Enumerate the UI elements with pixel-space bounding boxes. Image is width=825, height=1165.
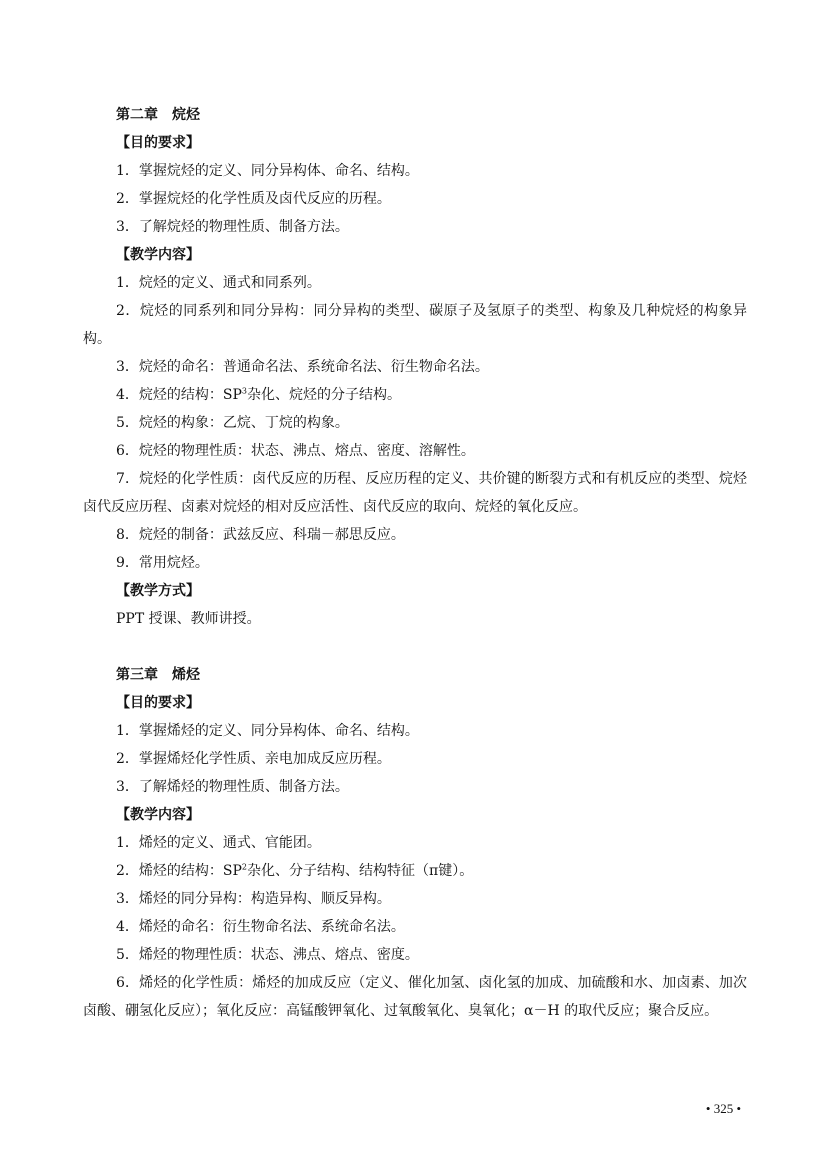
content-item: 5．烷烃的构象：乙烷、丁烷的构象。 — [116, 415, 349, 431]
content-item: 4．烷烃的结构：$SP^3$杂化、烷烃的分子结构。 — [116, 386, 402, 403]
section-heading-content: 【教学内容】 — [116, 807, 200, 823]
content-item: 5．烯烃的物理性质：状态、沸点、熔点、密度。 — [116, 947, 419, 963]
content-item: 9．常用烷烃。 — [116, 555, 209, 571]
section-heading-goals: 【目的要求】 — [116, 695, 200, 711]
chapter-gap — [83, 633, 747, 661]
content-item: 2．烯烃的结构：$SP^2$杂化、分子结构、结构特征（π键）。 — [116, 862, 474, 879]
content-item: 6．烷烃的物理性质：状态、沸点、熔点、密度、溶解性。 — [116, 443, 475, 459]
content-item: 1．烷烃的定义、通式和同系列。 — [116, 275, 321, 291]
content-item: 6．烯烃的化学性质：烯烃的加成反应（定义、催化加氢、卤化氢的加成、加硫酸和水、加卤素、加次卤酸、硼氢化反应）；氧化反应：高锰酸钾氧化、过氧酸氧化、臭氧化；α－H 的取代反应；聚合反应。 — [83, 975, 747, 1019]
chapter-number: 第三章 — [116, 667, 158, 683]
content-item: 3．烷烃的命名：普通命名法、系统命名法、衍生物命名法。 — [116, 359, 489, 375]
chapter-2-title — [83, 101, 747, 129]
content-item: 2．烷烃的同系列和同分异构：同分异构的类型、碳原子及氢原子的类型、构象及几种烷烃的构象异构。 — [83, 303, 747, 347]
content-item: 1．烯烃的定义、通式、官能团。 — [116, 835, 321, 851]
goal-item: 3．了解烷烃的物理性质、制备方法。 — [116, 219, 349, 235]
section-heading-method: 【教学方式】 — [116, 583, 200, 599]
chapter-number: 第二章 — [116, 107, 158, 123]
chapter-3-title — [83, 661, 747, 689]
goal-item: 1．掌握烯烃的定义、同分异构体、命名、结构。 — [116, 723, 419, 739]
method-text: PPT 授课、教师讲授。 — [116, 611, 261, 627]
section-heading-content: 【教学内容】 — [116, 247, 200, 263]
goal-item: 1．掌握烷烃的定义、同分异构体、命名、结构。 — [116, 163, 419, 179]
content-item: 8．烷烃的制备：武兹反应、科瑞－郝思反应。 — [116, 527, 405, 543]
section-heading-goals: 【目的要求】 — [116, 135, 200, 151]
page-number: • 325 • — [705, 1101, 741, 1116]
goal-item: 2．掌握烷烃的化学性质及卤代反应的历程。 — [116, 191, 391, 207]
superscript: 2 — [241, 862, 248, 872]
goal-item: 2．掌握烯烃化学性质、亲电加成反应历程。 — [116, 751, 391, 767]
superscript: 3 — [241, 386, 248, 396]
content-item: 4．烯烃的命名：衍生物命名法、系统命名法。 — [116, 919, 405, 935]
content-item: 7．烷烃的化学性质：卤代反应的历程、反应历程的定义、共价键的断裂方式和有机反应的类型、烷烃卤代反应历程、卤素对烷烃的相对反应活性、卤代反应的取向、烷烃的氧化反应。 — [83, 471, 747, 515]
document-body — [83, 101, 747, 1025]
goal-item: 3．了解烯烃的物理性质、制备方法。 — [116, 779, 349, 795]
content-item: 3．烯烃的同分异构：构造异构、顺反异构。 — [116, 891, 391, 907]
chapter-name: 烯烃 — [172, 667, 200, 683]
chapter-name: 烷烃 — [172, 107, 200, 123]
